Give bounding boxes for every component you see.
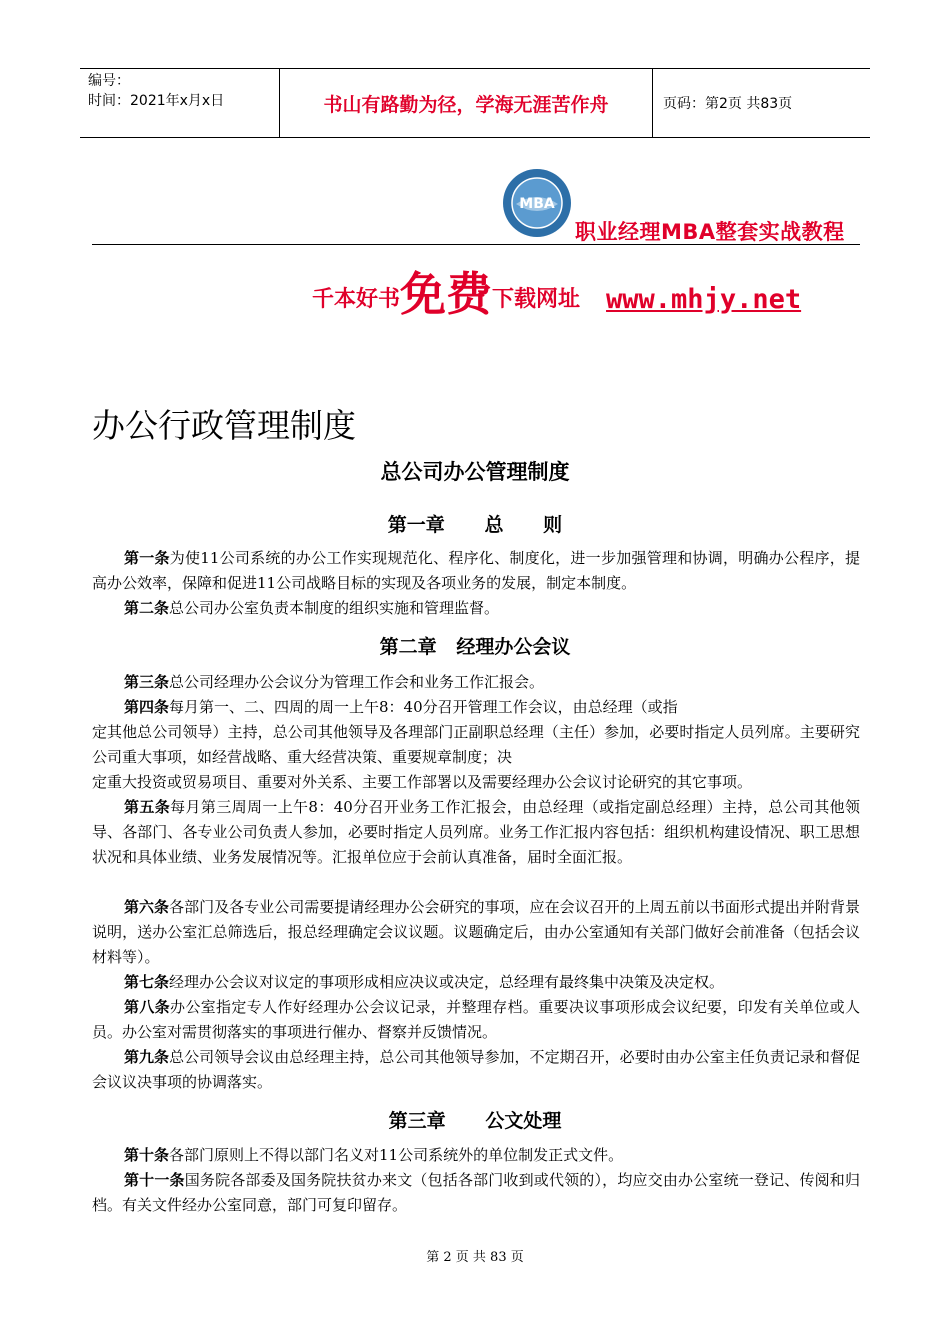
mba-logo [502,168,572,238]
article-paragraph [92,1143,860,1168]
article-label: 第三条 [124,673,170,691]
article-text: 经理办公会议对议定的事项形成相应决议或决定，总经理有最终集中决策及决定权。 [169,973,725,991]
header-page-info: 页码：第2页 共83页 [663,96,793,112]
promo-free: 免费 [400,267,493,321]
logo-text: MBA [519,196,555,212]
promo-part1: 千本好书 [312,287,401,312]
article-label: 第九条 [124,1048,170,1066]
chapter-heading: 第三章 公文处理 [388,1110,562,1132]
brand-title: 职业经理MBA整套实战教程 [575,220,845,244]
article-paragraph [92,970,860,995]
article-label: 第四条 [124,698,170,716]
chapter-heading: 第一章 总 则 [387,514,563,536]
document-title: 办公行政管理制度 [92,406,356,445]
header-motto: 书山有路勤为径，学海无涯苦作舟 [280,69,653,137]
article-paragraph [92,596,860,621]
promo-part3: 下载网址 [492,287,581,312]
promo-url-link[interactable]: www.mhjy.net [606,284,802,315]
article-text: 每月第三周周一上午8：40分召开业务工作汇报会，由总经理（或指定副总经理）主持，总公司其他领导、各部门、各专业公司负责人参加，必要时指定人员列席。业务工作汇报内容包括：组织机构建设情况、职工思想状况和具体业绩、业务发展情况等。汇报单位应于会前认真准备，届时全面汇报。 [92,798,860,866]
article-text: 总公司领导会议由总经理主持，总公司其他领导参加，不定期召开，必要时由办公室主任负责记录和督促会议议决事项的协调落实。 [92,1048,860,1091]
article-paragraph [92,1045,860,1095]
article-paragraph [92,795,860,870]
article-text: 国务院各部委及国务院扶贫办来文（包括各部门收到或代领的），均应交由办公室统一登记、传阅和归档。有关文件经办公室同意，部门可复印留存。 [92,1171,860,1214]
article-label: 第十条 [124,1146,170,1164]
article-paragraph [92,720,860,770]
article-paragraph [92,670,860,695]
article-text: 定重大投资或贸易项目、重要对外关系、主要工作部署以及需要经理办公会议讨论研究的其它事项。 [92,773,753,791]
article-text: 办公室指定专人作好经理办公会议记录，并整理存档。重要决议事项形成会议纪要，印发有关单位或人员。办公室对需贯彻落实的事项进行催办、督察并反馈情况。 [92,998,860,1041]
header-rule [92,244,860,245]
page-header [80,68,870,138]
article-label: 第八条 [124,998,171,1016]
article-label: 第十一条 [124,1171,185,1189]
article-paragraph [92,995,860,1045]
article-text: 各部门及各专业公司需要提请经理办公会研究的事项，应在会议召开的上周五前以书面形式提出并附背景说明，送办公室汇总筛选后，报总经理确定会议议题。议题确定后，由办公室通知有关部门做好会前准备（包括会议材料等）。 [92,898,860,966]
article-paragraph [92,1168,860,1218]
article-label: 第七条 [124,973,170,991]
article-text: 各部门原则上不得以部门名义对11公司系统外的单位制发正式文件。 [169,1146,624,1164]
header-meta [80,69,280,137]
page-footer: 第 2 页 共 83 页 [426,1250,524,1265]
article-label: 第五条 [124,798,171,816]
article-text: 总公司办公室负责本制度的组织实施和管理监督。 [169,599,500,617]
article-paragraph [92,895,860,970]
article-label: 第六条 [124,898,170,916]
header-number: 编号： [88,73,130,89]
article-text: 总公司经理办公会议分为管理工作会和业务工作汇报会。 [169,673,545,691]
article-label: 第二条 [124,599,170,617]
promo-banner [312,254,801,324]
article-text: 定其他总公司领导）主持，总公司其他领导及各理部门正副职总经理（主任）参加，必要时指定人员列席。主要研究公司重大事项，如经营战略、重大经营决策、重要规章制度；决 [92,723,860,766]
article-text: 每月第一、二、四周的周一上午8：40分召开管理工作会议，由总经理（或指 [169,698,678,716]
document-subtitle: 总公司办公管理制度 [380,460,570,484]
article-label: 第一条 [124,549,170,567]
header-time: 时间：2021年x月x日 [88,93,225,109]
chapter-heading: 第二章 经理办公会议 [379,636,571,658]
article-paragraph [92,546,860,596]
article-paragraph [92,770,860,795]
article-paragraph [92,695,860,720]
article-text: 为使11公司系统的办公工作实现规范化、程序化、制度化，进一步加强管理和协调，明确办公程序，提高办公效率，保障和促进11公司战略目标的实现及各项业务的发展，制定本制度。 [92,549,860,592]
